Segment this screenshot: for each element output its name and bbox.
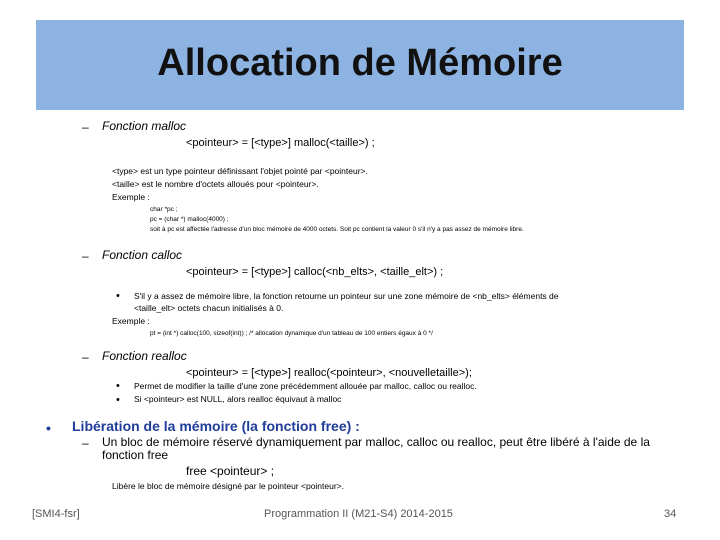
free-heading: Libération de la mémoire (la fonction free) : <box>72 418 360 434</box>
bullet-marker: • <box>116 380 120 392</box>
calloc-heading: Fonction calloc <box>102 248 183 262</box>
footer-left: [SMI4-fsr] <box>32 508 80 520</box>
malloc-desc-size: <taille> est le nombre d'octets alloués pour <pointeur>. <box>112 179 319 189</box>
dash-marker: – <box>82 249 89 263</box>
malloc-example-line: char *pc ; <box>150 206 178 213</box>
malloc-example-line: soit à pc est affectée l'adresse d'un bloc mémoire de 4000 octets. Soit pc contient la valeur 0 s'il n'y a pas assez de mémoire libre. <box>150 226 524 233</box>
bullet-marker: • <box>116 394 120 406</box>
page-number: 34 <box>664 508 677 520</box>
realloc-syntax: <pointeur> = [<type>] realloc(<pointeur>, <nouvelletaille>); <box>186 367 472 379</box>
malloc-desc-type: <type> est un type pointeur définissant l'objet pointé par <pointeur>. <box>112 166 368 176</box>
calloc-example-label: Exemple : <box>112 316 150 326</box>
slide-title: Allocation de Mémoire <box>157 42 563 84</box>
free-text-line: fonction free <box>102 448 169 462</box>
free-desc: Libère le bloc de mémoire désigné par le pointeur <pointeur>. <box>112 481 345 491</box>
bullet-marker: • <box>116 290 120 302</box>
footer-center: Programmation II (M21-S4) 2014-2015 <box>264 508 453 520</box>
title-banner <box>36 20 684 110</box>
malloc-example-line: pc = (char *) malloc(4000) ; <box>150 216 229 223</box>
malloc-example-label: Exemple : <box>112 192 150 202</box>
calloc-bullet-line: S'il y a assez de mémoire libre, la fonction retourne un pointeur sur une zone mémoire de <nb_elts> éléments de <box>134 291 559 301</box>
calloc-bullet-line: <taille_elt> octets chacun initialisés à 0. <box>134 303 284 313</box>
calloc-syntax: <pointeur> = [<type>] calloc(<nb_elts>, <taille_elt>) ; <box>186 266 444 278</box>
dash-marker: – <box>82 120 89 134</box>
dash-marker: – <box>82 350 89 364</box>
realloc-heading: Fonction realloc <box>102 349 187 363</box>
calloc-example-line: pt = (int *) calloc(100, sizeof(int)) ; /* allocation dynamique d'un tableau de 100 entiers égaux à 0 */ <box>150 330 433 337</box>
realloc-bullet: Si <pointeur> est NULL, alors realloc équivaut à malloc <box>134 394 342 404</box>
bullet-marker: • <box>46 420 51 436</box>
malloc-heading: Fonction malloc <box>102 119 187 133</box>
free-text-line: Un bloc de mémoire réservé dynamiquement par malloc, calloc ou realloc, peut être libéré à l'aide de la <box>102 435 650 449</box>
malloc-syntax: <pointeur> = [<type>] malloc(<taille>) ; <box>186 137 375 149</box>
dash-marker: – <box>82 436 89 450</box>
realloc-bullet: Permet de modifier la taille d'une zone précédemment allouée par malloc, calloc ou realloc. <box>134 381 477 391</box>
free-syntax: free <pointeur> ; <box>186 464 275 478</box>
